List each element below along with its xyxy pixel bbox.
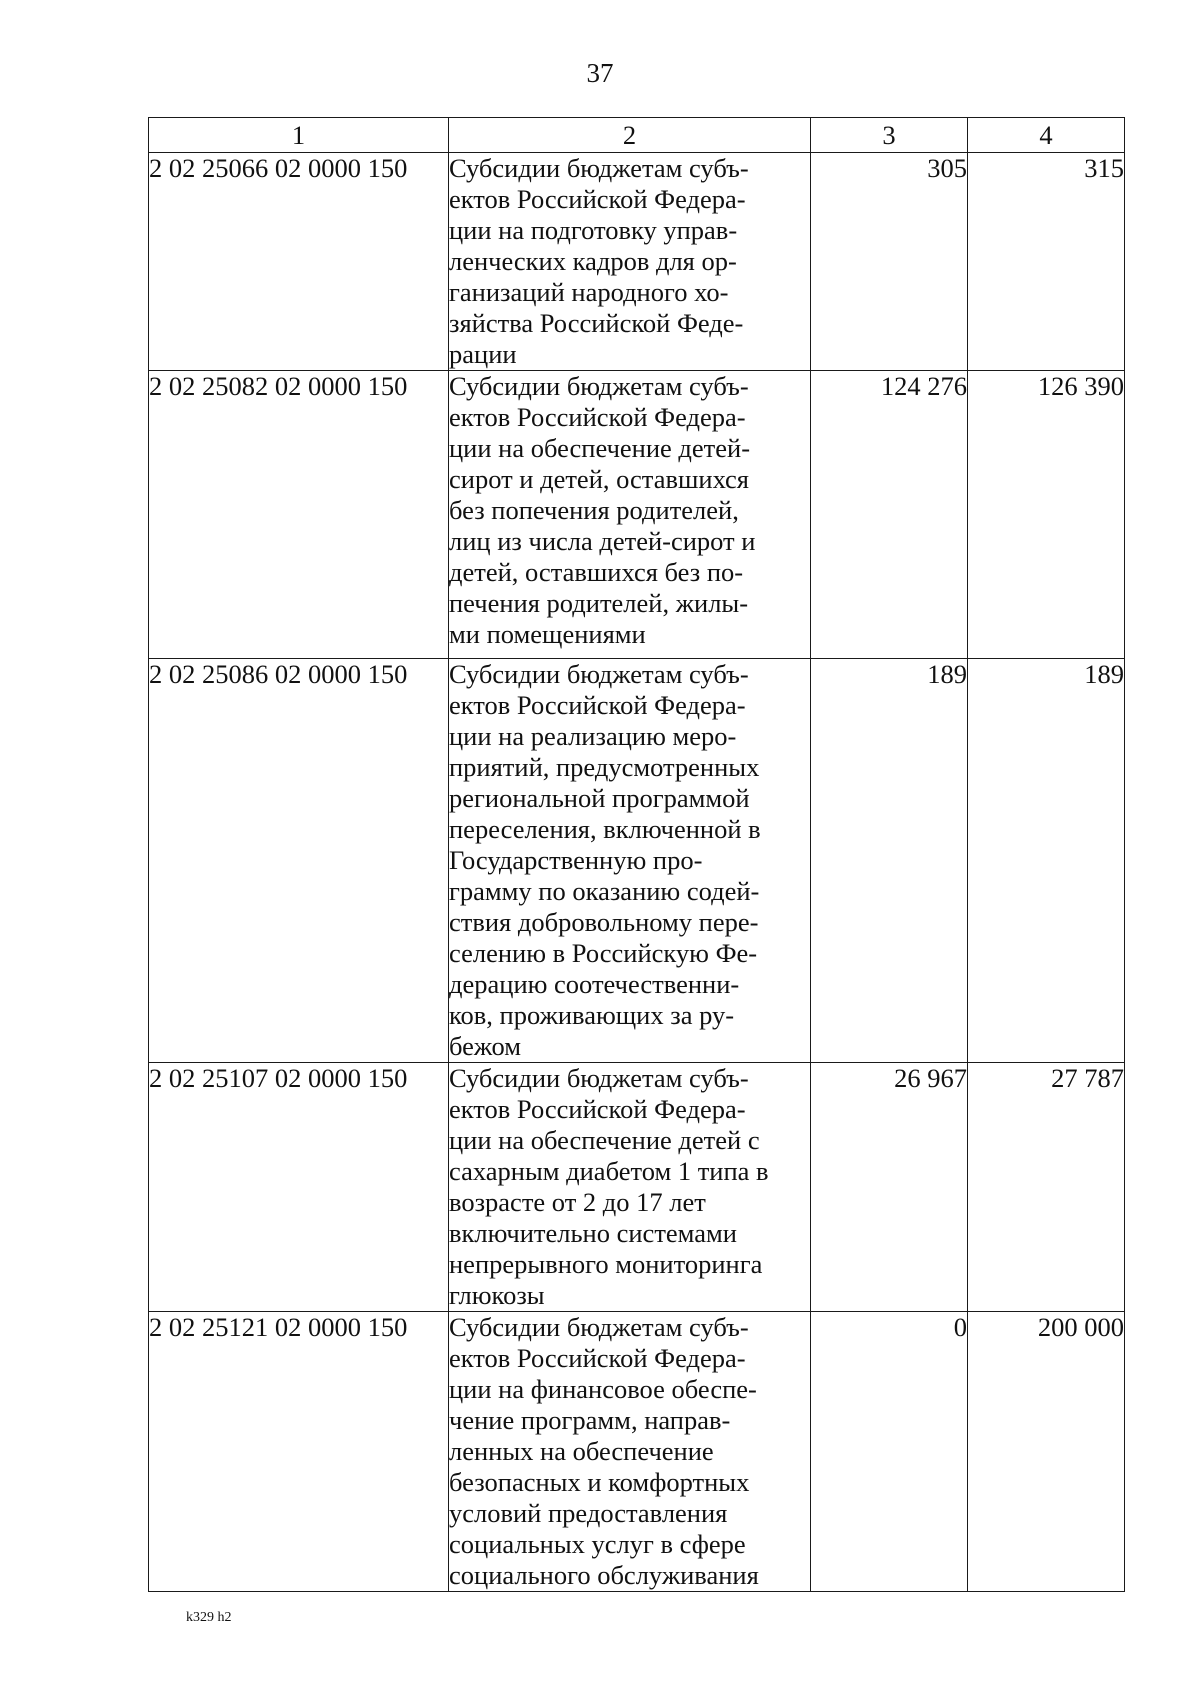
budget-table (148, 117, 1125, 1592)
table-body (149, 153, 1125, 1592)
budget-code: 2 02 25121 02 0000 150 (149, 1312, 449, 1592)
table-row (149, 1063, 1125, 1312)
table-row (149, 1312, 1125, 1592)
row-description: Субсидии бюджетам субъ- ектов Российской Федера- ции на обеспечение детей с сахарным диабетом 1 типа в возрасте от 2 до 17 лет включительно системами непрерывного мониторинга глюкозы (449, 1063, 811, 1312)
header-col-3: 3 (811, 118, 968, 153)
amount-col-4: 27 787 (968, 1063, 1125, 1312)
table-header (149, 118, 1125, 153)
amount-col-4: 189 (968, 659, 1125, 1063)
amount-col-4: 126 390 (968, 371, 1125, 659)
amount-col-4: 315 (968, 153, 1125, 371)
row-description: Субсидии бюджетам субъ- ектов Российской Федера- ции на обеспечение детей- сирот и детей, оставшихся без попечения родителей, лиц из числа детей-сирот и детей, оставшихся без по- печения родителей, жилы- ми помещениями (449, 371, 811, 659)
header-col-1: 1 (149, 118, 449, 153)
amount-col-3: 26 967 (811, 1063, 968, 1312)
header-col-2: 2 (449, 118, 811, 153)
table-row (149, 153, 1125, 371)
budget-code: 2 02 25086 02 0000 150 (149, 659, 449, 1063)
amount-col-4: 200 000 (968, 1312, 1125, 1592)
page-number: 37 (586, 58, 614, 88)
budget-code: 2 02 25107 02 0000 150 (149, 1063, 449, 1312)
amount-col-3: 189 (811, 659, 968, 1063)
header-row (149, 118, 1125, 153)
header-col-4: 4 (968, 118, 1125, 153)
budget-code: 2 02 25066 02 0000 150 (149, 153, 449, 371)
row-description: Субсидии бюджетам субъ- ектов Российской Федера- ции на реализацию меро- приятий, предусмотренных региональной программой переселения, включенной в Государственную про- грамму по оказанию содей- ствия добровольному пере- селению в Российскую Фе- дерацию соотечественни- ков, проживающих за ру- бежом (449, 659, 811, 1063)
row-description: Субсидии бюджетам субъ- ектов Российской Федера- ции на финансовое обеспе- чение программ, направ- ленных на обеспечение безопасных и комфортных условий предоставления социальных услуг в сфере социального обслуживания (449, 1312, 811, 1592)
table-row (149, 371, 1125, 659)
footer-document-code: k329 h2 (186, 1610, 232, 1625)
amount-col-3: 124 276 (811, 371, 968, 659)
amount-col-3: 0 (811, 1312, 968, 1592)
amount-col-3: 305 (811, 153, 968, 371)
row-description: Субсидии бюджетам субъ- ектов Российской Федера- ции на подготовку управ- ленческих кадров для ор- ганизаций народного хо- зяйства Российской Феде- рации (449, 153, 811, 371)
budget-code: 2 02 25082 02 0000 150 (149, 371, 449, 659)
table-row (149, 659, 1125, 1063)
